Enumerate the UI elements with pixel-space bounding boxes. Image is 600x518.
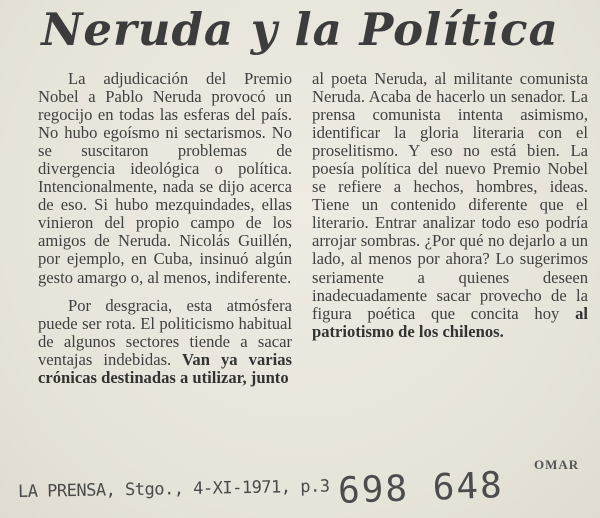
article-author: OMAR [534, 457, 580, 472]
paragraph-3-bold-text: al patriotismo de los chilenos. [312, 303, 588, 341]
article-column-left [38, 70, 292, 387]
paragraph-2-text: Por desgracia, esta atmósfera puede ser rota. El politicismo habitual de algunos sectores tiende a sacar ventajas indebidas. [38, 295, 292, 369]
handwritten-catalog-number: 698 648 [337, 465, 505, 512]
paragraph-2-bold-text: Van ya varias crónicas destinadas a utilizar, junto [38, 349, 292, 387]
handwritten-source-reference: LA PRENSA, Stgo., 4-XI-1971, p.3 [17, 476, 330, 502]
paragraph-3-text: al poeta Neruda, al militante comunista Neruda. Acaba de hacerlo un senador. La prensa comunista intenta asimismo, identificar la gloria literaria con el proselitismo. Y eso no está bien. La poesía política del nuevo Premio Nobel se refiere a hechos, hombres, ideas. Tiene un contenido diferente que el literario. Entrar analizar todo eso podría arrojar sombras. ¿Por qué no dejarlo a un lado, al menos por ahora? Lo sugerimos seriamente a quienes deseen inadecuadamente sacar provecho de la figura poética que concita hoy [312, 69, 588, 323]
paragraph-3 [312, 70, 588, 341]
article-column-right [312, 70, 588, 341]
article-title: Neruda y la Política [41, 3, 559, 56]
paragraph-1: La adjudicación del Premio Nobel a Pablo Neruda provocó un regocijo en todas las esferas del país. No hubo egoísmo ni sectarismos. No se suscitaron problemas de divergencia ideológica o política. Intencionalmente, nada se dijo acerca de eso. Si hubo mezquindades, ellas vinieron del propio campo de los amigos de Neruda. Nicolás Guillén, por ejemplo, en Cuba, insinuó algún gesto amargo o, al menos, indiferente. [38, 69, 292, 287]
paragraph-2 [38, 297, 292, 387]
